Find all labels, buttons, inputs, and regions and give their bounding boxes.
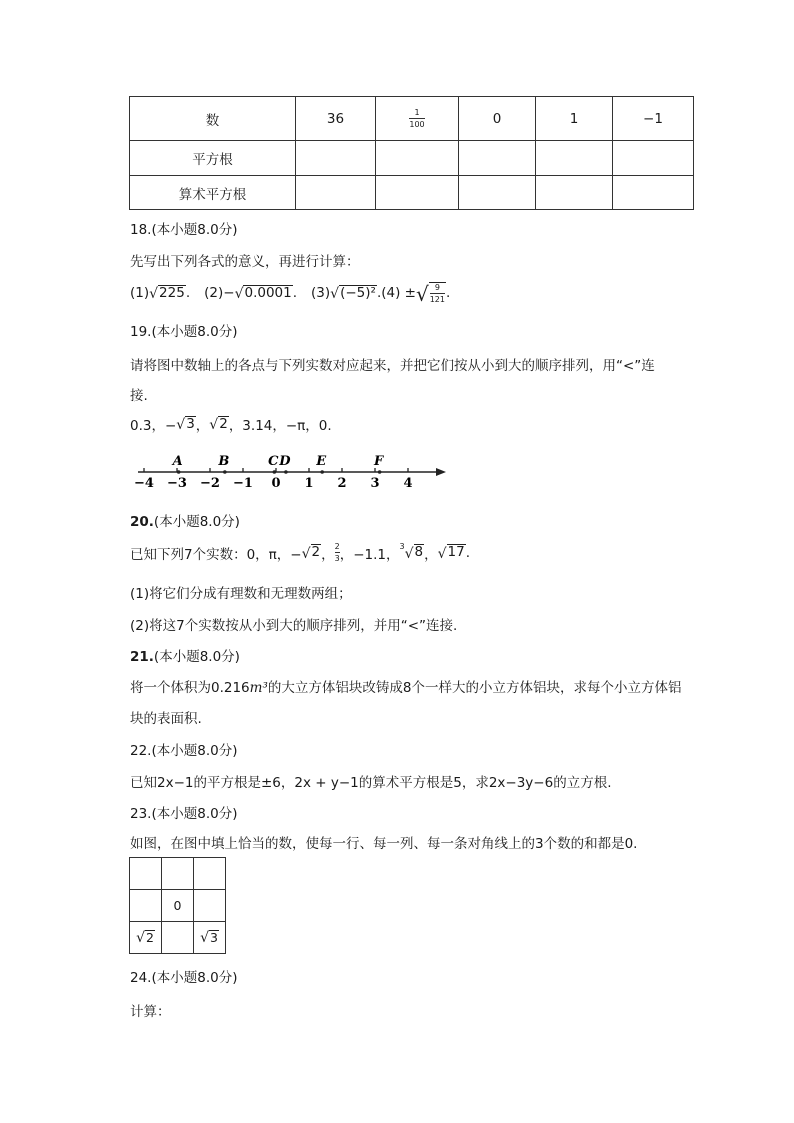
point-dot xyxy=(223,470,227,474)
point-label: A xyxy=(172,454,183,469)
q23-text: 如图，在图中填上恰当的数，使每一行、每一列、每一条对角线上的3个数的和都是0. xyxy=(130,836,638,852)
header-36: 36 xyxy=(296,97,376,141)
tick-label: −4 xyxy=(134,476,154,491)
tick-label: −1 xyxy=(233,476,253,491)
tick-label: 1 xyxy=(304,476,314,491)
point-label: B xyxy=(218,454,230,469)
point-dot xyxy=(320,470,324,474)
q18-text: 先写出下列各式的意义，再进行计算： xyxy=(130,254,360,270)
q19-numbers: 0.3，− √ 3 ， √ 2 ，3.14，−π，0. xyxy=(130,415,332,434)
number-line xyxy=(128,448,458,492)
point-dot xyxy=(177,470,181,474)
header-0: 0 xyxy=(459,97,536,141)
q20-header: 20.(本小题8.0分) xyxy=(130,514,240,530)
row-arith-square-root: 算术平方根 xyxy=(130,176,296,210)
q19-header: 19.(本小题8.0分) xyxy=(130,324,238,340)
q21-text-2: 块的表面积. xyxy=(130,711,202,727)
q24-header: 24.(本小题8.0分) xyxy=(130,970,238,986)
q20-sub-1: (1)将它们分成有理数和无理数两组； xyxy=(130,586,352,602)
header-minus1: −1 xyxy=(613,97,694,141)
tick-label: 0 xyxy=(271,476,281,491)
point-dot xyxy=(378,470,382,474)
q22-header: 22.(本小题8.0分) xyxy=(130,743,238,759)
point-label: E xyxy=(316,454,327,469)
header-fraction: $\frac{1}{100}$ xyxy=(376,97,459,141)
q24-text: 计算： xyxy=(130,1004,171,1020)
square-root-table xyxy=(129,96,694,210)
tick-label: 4 xyxy=(403,476,413,491)
tick-label: −3 xyxy=(167,476,187,491)
point-label: D xyxy=(279,454,291,469)
magic-square-grid xyxy=(129,857,226,954)
grid-center: 0 xyxy=(162,890,194,922)
tick-label: 2 xyxy=(337,476,347,491)
header-1: 1 xyxy=(536,97,613,141)
q20-text: 已知下列7个实数：0，π，− √ 2 ， $\frac{2}{3}$ ，−1.1， 3 √ 8 ， √ 17 . xyxy=(130,542,471,563)
q19-text-2: 接. xyxy=(130,388,148,404)
q19-text-1: 请将图中数轴上的各点与下列实数对应起来，并把它们按从小到大的顺序排列，用“<”连 xyxy=(130,358,655,374)
point-dot xyxy=(273,470,277,474)
point-label: F xyxy=(374,454,384,469)
axis-arrow xyxy=(436,468,446,476)
q23-header: 23.(本小题8.0分) xyxy=(130,806,238,822)
row-square-root: 平方根 xyxy=(130,141,296,176)
q21-header: 21.(本小题8.0分) xyxy=(130,649,240,665)
header-number: 数 xyxy=(130,97,296,141)
grid-bottom-right: √ 3 xyxy=(194,922,226,954)
q22-text: 已知2x−1的平方根是±6，2x + y−1的算术平方根是5，求2x−3y−6的立方根. xyxy=(130,775,612,791)
q20-sub-2: (2)将这7个实数按从小到大的顺序排列，并用“<”连接. xyxy=(130,618,458,634)
q21-text-1: 将一个体积为0.216m³的大立方体铝块改铸成8个一样大的小立方体铝块，求每个小立方体铝 xyxy=(130,680,682,696)
point-dot xyxy=(284,470,288,474)
q18-header: 18.(本小题8.0分) xyxy=(130,222,238,238)
tick-label: −2 xyxy=(200,476,220,491)
tick-label: 3 xyxy=(370,476,380,491)
point-label: C xyxy=(268,454,279,469)
grid-bottom-left: √ 2 xyxy=(130,922,162,954)
q18-expressions: (1) √ 225 . (2)− √ 0.0001 . (3) √ (−5)² .(4) ± √ $\frac{9}{121}$ . xyxy=(130,282,451,306)
